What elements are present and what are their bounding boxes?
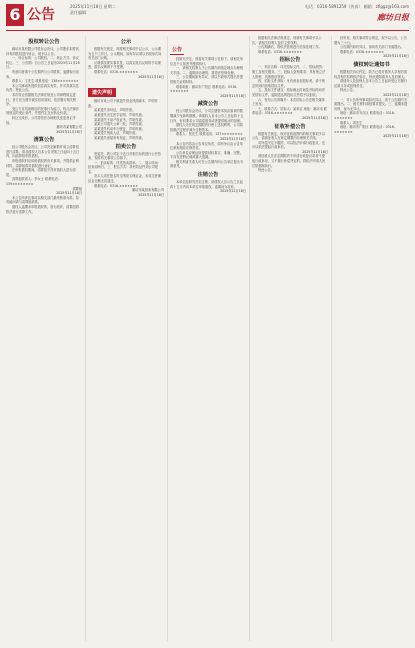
notice-paragraph: 三、公告期间如有异议，请以书面形式提出并提供相关证明材料。 — [170, 75, 243, 84]
column-divider — [331, 36, 332, 641]
notice-signature: 2025年11月18日 — [56, 191, 82, 196]
notice-paragraph: 特此公告。 — [258, 168, 274, 173]
masthead-logo: 廊坊日报 — [377, 12, 409, 22]
notice-paragraph: 联系电话：0316-××××××× — [258, 49, 302, 54]
notice-paragraph: 受委托，我公司定于近日对相关标的进行公开拍卖，现将有关事项公告如下。 — [88, 151, 161, 161]
notice-signature: 2025年11月18日 — [302, 149, 328, 154]
page-number: 6 — [6, 4, 24, 26]
notice-paragraph: 本公告所涉及事项以相关部门最终核准为准。如有疑问请与清算组联系。 — [6, 195, 79, 205]
notice-paragraph: 某某遗失出生医学证明，声明作废。 — [94, 112, 145, 117]
notice-paragraph: 在申报债权期间，清算组不得对债权人进行清偿。 — [6, 168, 76, 177]
notice-paragraph: 联系电话：0316-××××××× — [94, 183, 138, 188]
notice-paragraph: 廊坊市某有限公司股东会决议，公司股东拟将其持有的股权进行转让，现予以公告。 — [6, 47, 79, 56]
notice-paragraph: 公告期满后，将依法依规进行后续处理工作。 — [258, 45, 322, 50]
column-5 — [334, 36, 409, 641]
notice-paragraph: 经公司股东会决议，公司注册资本拟由原来的数额减少至新的数额。请债权人自本公告之日起四十五日内，有权要求公司清偿债务或者提供相应的担保。 — [170, 109, 244, 123]
columns-container — [6, 36, 409, 641]
notice-paragraph: 廊坊市某公司不慎遗失营业执照副本，声明作废。 — [88, 99, 158, 108]
column-divider — [85, 36, 86, 641]
notice-paragraph: 联系电话：0316-××××××× — [340, 49, 384, 54]
notice-paragraph: 根据相关协议约定，我方已将对债务人享有的债权及相关权利依法转让，特此通知债务人及担保人。 — [334, 69, 408, 79]
notice-paragraph: 债权人未在规定期限内行使上述权利的，公司将按照法定程序减少注册资本。 — [170, 123, 243, 132]
section-tag: 遗失声明 — [88, 88, 116, 97]
notice-paragraph: 一、拍卖标的：详见拍卖清单。二、展示时间：拍卖前两日。三、报名方式：持有效证件到公司报名。 — [88, 160, 161, 174]
notice-paragraph: 经审查，相关事项符合规定，现予以公告，公告期为三十日。 — [334, 36, 407, 45]
editor-line: 责任编辑： — [70, 10, 90, 15]
notice-signature: 廊坊市某有限公司 — [56, 125, 82, 130]
notice-paragraph: 本公司承诺所提供信息真实有效，并对其真实性负责。特此公告。 — [6, 83, 79, 93]
notice-paragraph: 一、转让标的：公司股权。二、转让方式：协议转让。三、公告期：自公告之日起至2025年11月28日。 — [6, 56, 80, 70]
notice-paragraph: 被征收人在法定期限内不申请行政复议或者不提起行政诉讼，又不履行补偿决定的，将依法申请人民法院强制执行。 — [252, 154, 326, 168]
notice-paragraph: 七、联系方式：招标人：某单位 地址：廊坊市 联系电话：0316-××××××× — [252, 106, 327, 116]
notice-paragraph: 根据相关法律法规规定，现就有关事项予以公告，请相关权利人及时主张权利。 — [252, 36, 322, 45]
notice-paragraph: 六、发布公告的媒介：本次招标公告在相关媒体上发布。 — [252, 97, 325, 107]
notice-signature: 清算组 — [72, 186, 82, 191]
notice-paragraph: 一、项目名称：详见招标文件。二、招标范围：施工及相关服务。三、投标人资格要求：具有独立法人资格，具备相应资质。 — [252, 65, 326, 79]
notice-paragraph: 清算组联系人：李女士 联系电话：139×××××××× — [6, 177, 61, 187]
notice-title: 注销公告 — [197, 172, 219, 179]
notice-paragraph: 某某遗失房屋所有权证，声明作废。 — [94, 135, 145, 140]
notice-paragraph: 特此公告。 — [340, 88, 356, 93]
contact-info: 电话：0316-5891259（传真） 邮箱：zflggz@163.com — [305, 4, 409, 9]
notice-paragraph: 公告单位应保证所提供材料真实、准确、完整，不存在虚假记载或重大遗漏。 — [170, 150, 243, 160]
notice-paragraph: 五、投标文件递交：投标截止时间及开标时间详见招标文件。逾期送达的投标文件将予以拒收。 — [252, 88, 325, 97]
section-title: 公告 — [27, 7, 55, 23]
notice-title: 债权转让通知书 — [353, 61, 390, 68]
notice-paragraph: 某某遗失残疾人证，声明作废。 — [94, 131, 139, 136]
notice-paragraph: 对补偿决定不服的，可以依法申请行政复议，也可以依法提起行政诉讼。 — [252, 140, 325, 150]
notice-paragraph: 受让方应具备相应的民事行为能力，符合法律法规规定的受让条件，并按约定支付转让价款。 — [6, 106, 79, 116]
notice-signature: 2025年11月18日 — [302, 115, 328, 120]
column-divider — [249, 36, 250, 641]
notice-signature: 2025年11月18日 — [138, 192, 164, 197]
header-rule — [6, 30, 409, 31]
notice-paragraph: 根据有关规定，现将相关事项予以公示，公示期为五个工作日。公示期间，如有异议请以书面形式向有关部门反映。 — [88, 47, 162, 61]
notice-title: 公示 — [120, 39, 132, 45]
column-4 — [252, 36, 328, 641]
header-meta — [70, 4, 116, 16]
notice-paragraph: 相关利害关系人可在公告期内向公告单位提出书面意见。 — [170, 159, 243, 169]
notice-paragraph: 本公告内容由公告单位负责，如有争议由公告单位承担相应法律责任。 — [170, 141, 243, 151]
notice-signature: 2025年11月18日 — [383, 134, 409, 139]
notice-paragraph: 联系地址：廊坊市广阳区 联系电话：0316-××××××× — [170, 84, 238, 94]
section-tag: 公告 — [172, 47, 183, 53]
notice-paragraph: 竞买人须在报名时交纳竞买保证金，未成交者保证金全额无息退还。 — [88, 174, 161, 184]
notice-paragraph: 有意向者请于公告期内与公司联系，逾期视为放弃。 — [6, 69, 79, 79]
notice-title: 减资公告 — [197, 101, 219, 108]
notice-paragraph: 联系人：张先生 联系电话：137×××××××× — [176, 132, 243, 137]
notice-paragraph: 申报债权时应说明债权的有关事项，并提供证明材料。清算组将对债权进行登记。 — [6, 159, 79, 168]
notice-paragraph: 某某遗失机动车行驶证，声明作废。 — [94, 126, 145, 131]
notice-signature: 2025年11月18日 — [383, 92, 409, 97]
notice-paragraph: 地址：廊坊市广阳区 联系电话：0316-××××××× — [334, 125, 395, 134]
notice-paragraph: 根据有关规定，现对征收范围内的相关事项予以公告，请被征收人在规定期限内办理相关手续。 — [252, 131, 325, 141]
notice-paragraph: 地址：廊坊市安次区 联系电话：0316-××××××× — [334, 111, 395, 120]
notice-paragraph: 转让完成后，公司将依法办理相关变更登记手续。 — [6, 115, 76, 125]
notice-paragraph: 经研究决定，现将有关事项公告如下，请相关单位及个人知悉并遵照执行。 — [170, 57, 243, 66]
notice-paragraph: 一、请相关权利人于公告期内到指定地点办理相关手续。二、逾期未办理的，将依法依规处理。 — [170, 66, 243, 75]
section-tag-row — [170, 36, 246, 57]
notice-signature: 2025年11月18日 — [138, 74, 164, 79]
column-3 — [170, 36, 246, 641]
notice-paragraph: 债权人逾期未申报债权的，视为放弃，清算组将依法进行清算工作。 — [6, 205, 79, 214]
notice-title: 拍卖公告 — [115, 143, 137, 150]
notice-paragraph: 四、招标文件获取：凡有意参加投标者，请于规定时间内获取招标文件。 — [252, 79, 325, 88]
notice-title: 征收补偿公告 — [274, 123, 306, 130]
notice-paragraph: 请债务人及担保人自本公告之日起向受让方履行还款义务或担保责任。 — [334, 79, 407, 88]
notice-paragraph: 某某遗失不动产权证书，声明作废。 — [94, 117, 145, 122]
notice-paragraph: 经公司股东会决议，公司决定解散并成立清算组进行清算。请各债权人自本公告见报之日起四十五日内，向清算组申报债权。 — [6, 145, 80, 159]
notice-paragraph: 某某遗失身份证，声明作废。 — [94, 108, 136, 113]
notice-title: 清算公告 — [33, 137, 55, 144]
notice-paragraph: 公告期内如有异议，请向有关部门书面提出。 — [340, 45, 404, 50]
column-1 — [6, 36, 82, 641]
notice-title: 招标公告 — [279, 57, 301, 64]
issue-date: 2025年11月18日 星期二 — [70, 4, 116, 9]
notice-signature: 2025年11月18日 — [220, 136, 246, 141]
notice-signature: 2025年11月18日 — [383, 54, 409, 59]
notice-paragraph: 本单位经研究决定注销，请债权人自公告之日起四十五日内向本单位申报债权，逾期视为放弃。 — [170, 180, 243, 189]
notice-title: 股权转让公告 — [28, 39, 60, 45]
notice-paragraph: 联系电话：0316-××××××× — [94, 69, 138, 74]
notice-paragraph: 一、对公告所列事项如有异议，请于公告期内书面提出。二、相关材料请按要求提交。三、逾期未提出的，视为无异议。 — [334, 97, 408, 111]
section-tag-row — [88, 79, 164, 99]
notice-paragraph: 本次转让依据相关法律法规及公司章程规定进行，各方应当遵守诚实信用原则，依法履行相关程序。 — [6, 92, 77, 107]
notice-signature: 2025年11月18日 — [220, 189, 246, 194]
notice-paragraph: 联系人：刘先生 — [340, 120, 363, 125]
page-header — [0, 0, 415, 34]
column-divider — [167, 36, 168, 641]
notice-signature: 2025年11月18日 — [56, 129, 82, 134]
notice-paragraph: 某某公司遗失公章一枚，声明作废。 — [94, 122, 145, 127]
notice-signature: 2025年11月18日 — [220, 93, 246, 98]
notice-paragraph: 反映情况要实事求是，以真实姓名反映的予以保密，匿名反映的不予受理。 — [88, 60, 161, 70]
notice-paragraph: 联系人：王先生 联系电话：138×××××××× — [12, 79, 79, 84]
column-2 — [88, 36, 164, 641]
notice-signature: 廊坊市某拍卖有限公司 — [132, 188, 164, 193]
